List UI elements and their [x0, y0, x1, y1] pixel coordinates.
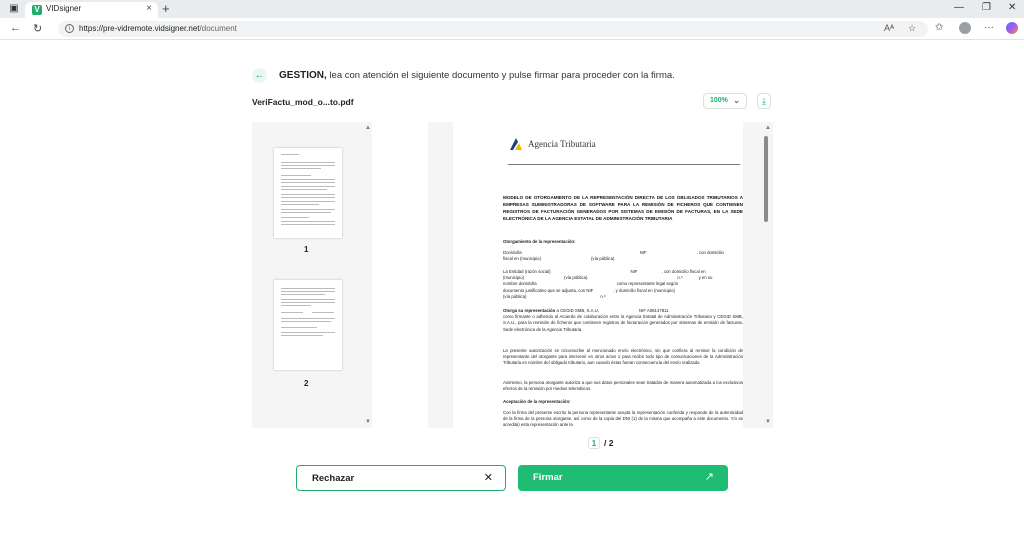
viewer-scrollbar-thumb[interactable]: [764, 136, 768, 222]
tab-title: VIDsigner: [46, 4, 82, 13]
download-button[interactable]: [757, 93, 771, 109]
restore-icon[interactable]: ❐: [982, 2, 991, 13]
signing-page: [0, 41, 1024, 555]
url-text: [79, 24, 237, 33]
tab-actions-icon[interactable]: ▣: [9, 3, 19, 14]
url-field[interactable]: [58, 21, 928, 37]
scroll-down-icon[interactable]: ▼: [365, 419, 371, 425]
close-icon: ✕: [483, 472, 493, 484]
vidsigner-favicon-icon: V: [32, 5, 42, 15]
paragraph-otorga: Otorga su representación a CEGID SMB, S.A.U. NIF A08147811 como firmante o adherido al Acuerdo de colaboración entre la Agencia Estatal de Administración Tributaria y CEGID SMB, S.A.U., para la remisión de ficheros que contienen registros de facturación generados por sistemas de emisión de facturas, Sede electrónica de la Agencia Tributaria.: [503, 308, 743, 332]
new-tab-icon[interactable]: +: [162, 1, 170, 16]
paragraph-persona: Don/doña NIF , con domicilio fiscal en (municipio) (vía pública): [503, 250, 724, 262]
document-page: [453, 122, 743, 428]
back-button[interactable]: ←: [252, 68, 267, 83]
minimize-icon[interactable]: —: [954, 2, 964, 13]
user-name: GESTION,: [279, 69, 327, 81]
paragraph-aceptacion: Con la firma del presente escrito la persona representante acepta la representación conferida y responde de la autenticidad de la firma de la persona otorgante, así como de la copia del DNI (1) de la misma que acompaña a este documento. Y/o se acredita) esta representación ante la: [503, 410, 743, 428]
logo-text: Agencia Tributaria: [528, 139, 596, 149]
agencia-tributaria-logo: [508, 136, 596, 152]
back-arrow-icon[interactable]: ←: [10, 22, 21, 34]
zoom-value: 100%: [710, 97, 728, 104]
document-filename: VeriFactu_mod_o...to.pdf: [252, 97, 354, 107]
agencia-tributaria-logo-icon: [508, 136, 524, 152]
copilot-icon[interactable]: [1006, 22, 1018, 34]
read-aloud-icon[interactable]: Aᴬ: [884, 23, 895, 33]
profile-avatar-icon[interactable]: [959, 22, 971, 34]
url-host: https://pre-vidremote.vidsigner.net: [79, 24, 200, 33]
viewer-scroll-up-icon[interactable]: ▲: [765, 125, 771, 131]
chevron-down-icon: ⌄: [733, 96, 740, 105]
sign-button[interactable]: [518, 465, 728, 491]
zoom-select[interactable]: [703, 93, 747, 109]
page-indicator: [588, 437, 613, 449]
paragraph-autorizacion: La presente autorización se circunscribe al mencionado envío electrónico, sin que confiera al remisor la condición de representante del otorgante para intervenir en otros actos o para recibir todo tipo de comunicaciones de la Administración Tributaria en nombre del obligado tributario, aun cuando éstas fueran consecuencia del envío realizado.: [503, 348, 743, 366]
favorites-icon[interactable]: ✩: [935, 22, 944, 33]
thumbnail-label-1: 1: [304, 245, 309, 254]
thumbnail-label-2: 2: [304, 379, 309, 388]
site-info-icon[interactable]: i: [65, 24, 74, 33]
header-rule: [508, 164, 740, 165]
thumbnail-page-2[interactable]: [274, 280, 342, 370]
thumbnail-panel[interactable]: [252, 122, 372, 428]
paragraph-entidad: La Entidad (razón social) NIF , con domicilio fiscal en (municipio) (vía pública) n.º y en su nombre don/doña como representante legal según documento justificativo que se adjunta, con NIF , y domicilio fiscal en (municipio) (vía pública) n.º: [503, 269, 713, 299]
thumbnail-page-1[interactable]: [274, 148, 342, 238]
scroll-up-icon[interactable]: ▲: [365, 125, 371, 131]
instruction-text: lea con atención el siguiente documento y pulse firmar para proceder con la firma.: [326, 69, 675, 81]
page-header: [252, 67, 675, 83]
reject-label: Rechazar: [312, 473, 355, 484]
reload-icon[interactable]: ↻: [33, 23, 43, 35]
tab-close-icon[interactable]: ×: [146, 3, 152, 14]
document-viewer[interactable]: [428, 122, 773, 428]
sign-label: Firmar: [533, 472, 563, 483]
browser-tab-bar: [0, 0, 1024, 18]
section-title-aceptacion: Aceptación de la representación:: [503, 399, 571, 404]
paragraph-datos: Asimismo, la persona otorgante autoriza a que sus datos personales sean tratados de manera automatizada a los exclusivos efectos de la remisión por medios telemáticos.: [503, 380, 743, 392]
section-title-otorgamiento: Otorgamiento de la representación:: [503, 239, 576, 244]
url-path: /document: [199, 24, 237, 33]
download-icon: ⤓: [762, 96, 766, 106]
more-menu-icon[interactable]: ···: [984, 22, 994, 33]
arrow-up-right-icon: ↗: [704, 471, 714, 483]
address-bar-row: [0, 18, 1024, 40]
close-window-icon[interactable]: ✕: [1008, 2, 1017, 13]
browser-tab[interactable]: [25, 2, 158, 18]
favorite-star-icon[interactable]: ☆: [908, 23, 917, 33]
reject-button[interactable]: [296, 465, 506, 491]
document-title: MODELO DE OTORGAMIENTO DE LA REPRESENTACIÓN DIRECTA DE LOS OBLIGADOS TRIBUTARIOS A EMPRESAS SUMINISTRADORAS DE SOFTWARE PARA LA REMISIÓN DE FICHEROS QUE CONTIENEN REGISTROS DE FACTURACIÓN GENERADOS POR SISTEMAS DE EMISIÓN DE FACTURAS, EN LA SEDE ELECTRÓNICA DE LA AGENCIA ESTATAL DE ADMINISTRACIÓN TRIBUTARIA: [503, 195, 743, 221]
viewer-scroll-down-icon[interactable]: ▼: [765, 419, 771, 425]
current-page-input[interactable]: 1: [588, 437, 600, 449]
total-pages: / 2: [604, 438, 614, 448]
